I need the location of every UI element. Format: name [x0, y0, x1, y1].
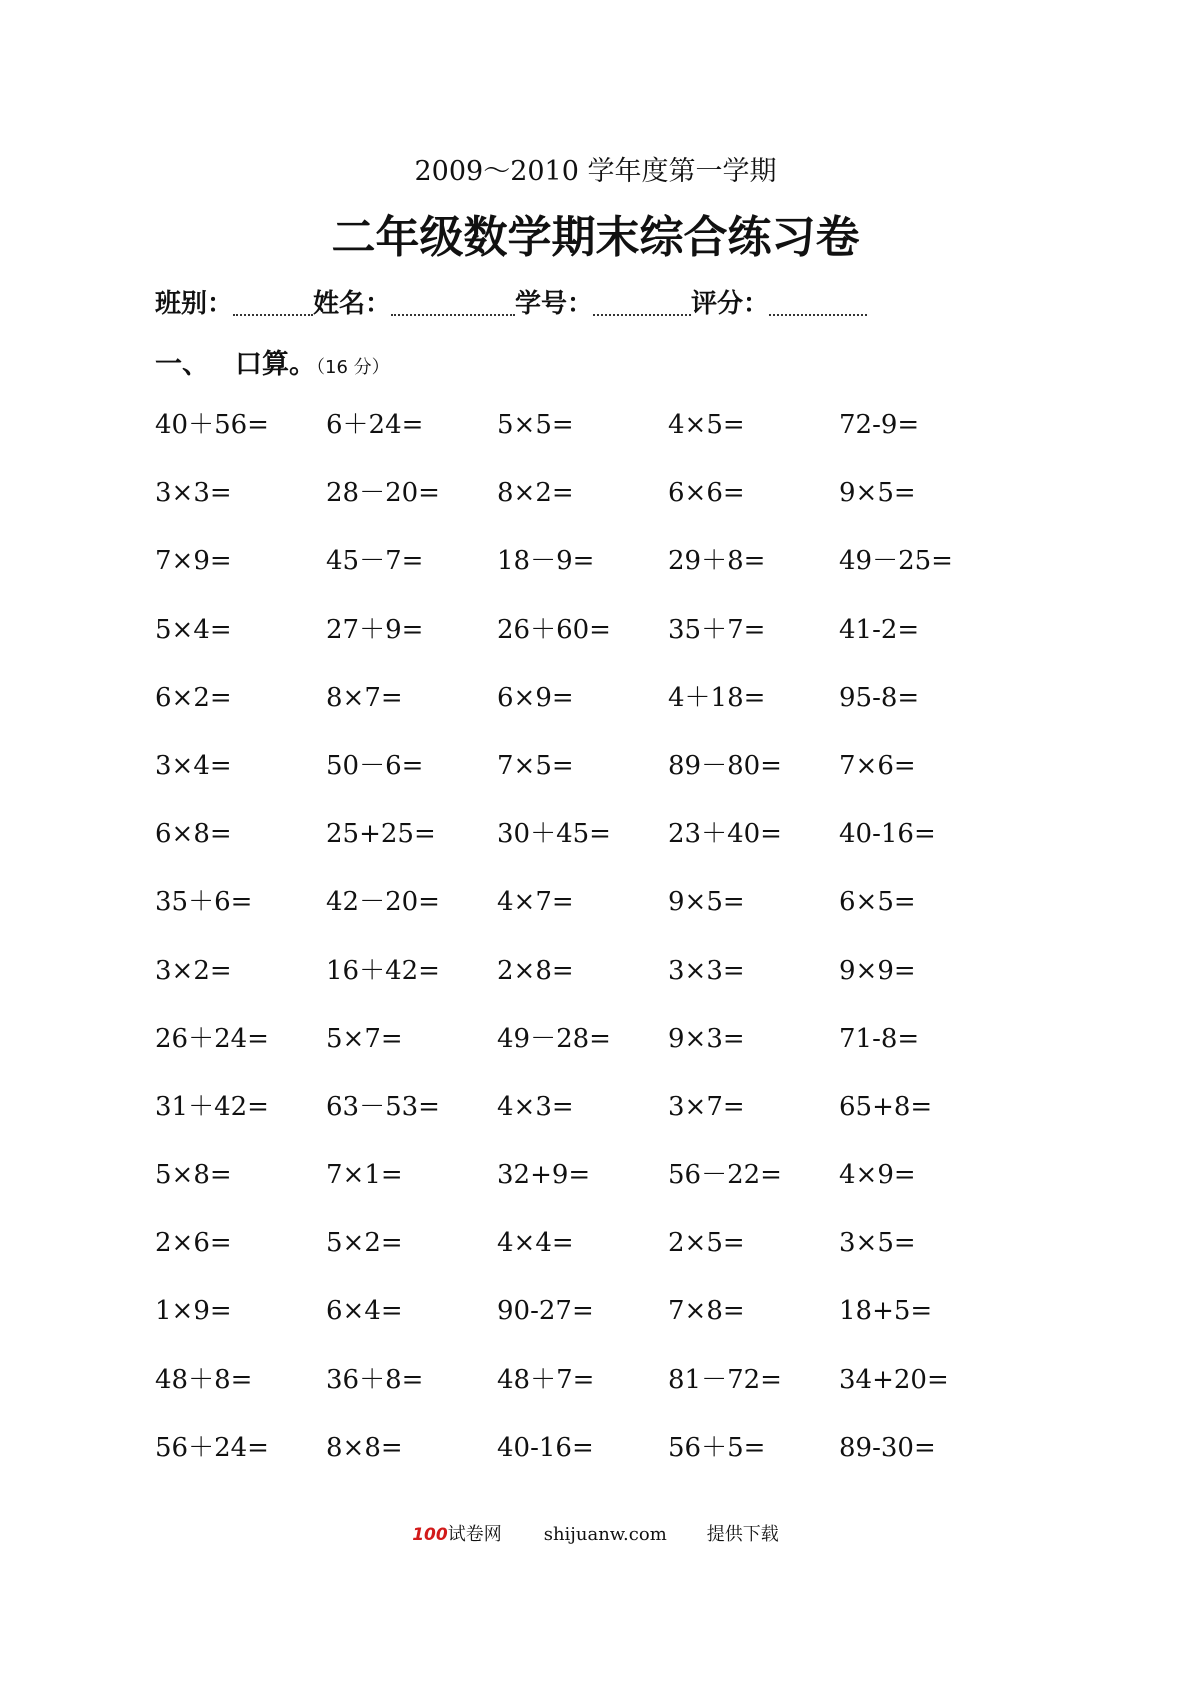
problem-item: 5×5=	[497, 410, 574, 440]
problem-item: 50－6=	[326, 750, 424, 781]
site-logo-text: 试卷网	[447, 1524, 502, 1545]
problem-item: 2×8=	[497, 955, 574, 986]
problem-item: 49－25=	[839, 546, 953, 577]
problem-item: 6×2=	[155, 682, 232, 713]
problem-item: 7×1=	[326, 1160, 403, 1191]
problem-item: 18－9=	[497, 546, 595, 577]
problem-item: 7×9=	[155, 546, 232, 577]
problem-item: 31＋42=	[155, 1091, 269, 1122]
problem-item: 1×9=	[155, 1296, 232, 1327]
problem-item: 3×4=	[155, 750, 232, 781]
problem-item: 6×5=	[839, 887, 916, 918]
problem-item: 56－22=	[668, 1160, 782, 1191]
problem-item: 6＋24=	[326, 410, 424, 440]
problem-item: 4＋18=	[668, 682, 766, 713]
problem-item: 6×9=	[497, 682, 574, 713]
problem-item: 6×4=	[326, 1296, 403, 1327]
problem-item: 9×9=	[839, 955, 916, 986]
score-blank[interactable]	[769, 286, 867, 316]
problem-item: 32+9=	[497, 1160, 591, 1191]
problem-item: 26＋60=	[497, 614, 611, 645]
download-note: 提供下载	[706, 1524, 779, 1545]
problem-item: 5×4=	[155, 614, 232, 645]
problem-item: 34+20=	[839, 1364, 949, 1395]
problem-item: 42－20=	[326, 887, 440, 918]
name-blank[interactable]	[391, 286, 515, 316]
problem-item: 3×5=	[839, 1228, 916, 1259]
problem-item: 6×6=	[668, 478, 745, 509]
section-score: （16 分）	[316, 357, 390, 378]
problem-item: 28－20=	[326, 478, 440, 509]
student-number-label: 学号：	[515, 289, 594, 319]
problem-item: 36＋8=	[326, 1364, 424, 1395]
problem-grid	[155, 407, 1055, 1498]
problem-item: 89-30=	[839, 1432, 936, 1463]
problem-item: 48＋7=	[497, 1364, 595, 1395]
problem-item: 3×3=	[668, 955, 745, 986]
problem-item: 4×3=	[497, 1091, 574, 1122]
score-label: 评分：	[691, 289, 770, 319]
problem-item: 49－28=	[497, 1023, 611, 1054]
section-number: 一、	[155, 349, 209, 380]
problem-item: 90-27=	[497, 1296, 594, 1327]
problem-item: 3×7=	[668, 1091, 745, 1122]
problem-item: 7×6=	[839, 750, 916, 781]
problem-item: 6×8=	[155, 819, 232, 850]
footer	[0, 1520, 1191, 1550]
problem-item: 81－72=	[668, 1364, 782, 1395]
problem-item: 7×5=	[497, 750, 574, 781]
section-title: 口算。	[235, 349, 316, 380]
problem-item: 7×8=	[668, 1296, 745, 1327]
problem-item: 3×3=	[155, 478, 232, 509]
name-label: 姓名：	[313, 289, 392, 319]
problem-item: 4×4=	[497, 1228, 574, 1259]
class-blank[interactable]	[233, 286, 313, 316]
problem-item: 2×5=	[668, 1228, 745, 1259]
problem-item: 3×2=	[155, 955, 232, 986]
problem-item: 35＋7=	[668, 614, 766, 645]
problem-item: 40＋56=	[155, 410, 269, 440]
student-number-blank[interactable]	[593, 286, 691, 316]
site-logo: 100	[412, 1525, 448, 1545]
problem-item: 2×6=	[155, 1228, 232, 1259]
problem-item: 25+25=	[326, 819, 436, 850]
problem-item: 18+5=	[839, 1296, 933, 1327]
problem-item: 27＋9=	[326, 614, 424, 645]
problem-item: 4×9=	[839, 1160, 916, 1191]
problem-item: 35＋6=	[155, 887, 253, 918]
problem-item: 71-8=	[839, 1023, 920, 1054]
problem-item: 16＋42=	[326, 955, 440, 986]
problem-item: 5×2=	[326, 1228, 403, 1259]
student-info-row	[155, 282, 867, 322]
problem-item: 5×8=	[155, 1160, 232, 1191]
problem-item: 56＋5=	[668, 1432, 766, 1463]
class-label: 班别：	[155, 289, 234, 319]
problem-item: 63－53=	[326, 1091, 440, 1122]
problem-item: 40-16=	[497, 1432, 594, 1463]
problem-item: 9×5=	[839, 478, 916, 509]
problem-item: 56＋24=	[155, 1432, 269, 1463]
exam-subtitle: 2009～2010 学年度第一学期	[414, 156, 777, 187]
problem-item: 5×7=	[326, 1023, 403, 1054]
problem-item: 8×7=	[326, 682, 403, 713]
problem-item: 48＋8=	[155, 1364, 253, 1395]
problem-item: 23＋40=	[668, 819, 782, 850]
problem-item: 4×7=	[497, 887, 574, 918]
problem-item: 65+8=	[839, 1091, 933, 1122]
problem-item: 30＋45=	[497, 819, 611, 850]
problem-item: 29＋8=	[668, 546, 766, 577]
problem-item: 41-2=	[839, 614, 920, 645]
problem-item: 4×5=	[668, 410, 745, 440]
problem-item: 9×5=	[668, 887, 745, 918]
problem-item: 8×2=	[497, 478, 574, 509]
problem-item: 45－7=	[326, 546, 424, 577]
problem-item: 72-9=	[839, 410, 920, 440]
section-heading	[155, 345, 390, 388]
problem-item: 95-8=	[839, 682, 920, 713]
exam-title: 二年级数学期末综合练习卷	[331, 212, 860, 263]
problem-item: 89－80=	[668, 750, 782, 781]
problem-item: 26＋24=	[155, 1023, 269, 1054]
problem-item: 40-16=	[839, 819, 936, 850]
problem-item: 9×3=	[668, 1023, 745, 1054]
problem-item: 8×8=	[326, 1432, 403, 1463]
site-url: shijuanw.com	[543, 1524, 667, 1545]
